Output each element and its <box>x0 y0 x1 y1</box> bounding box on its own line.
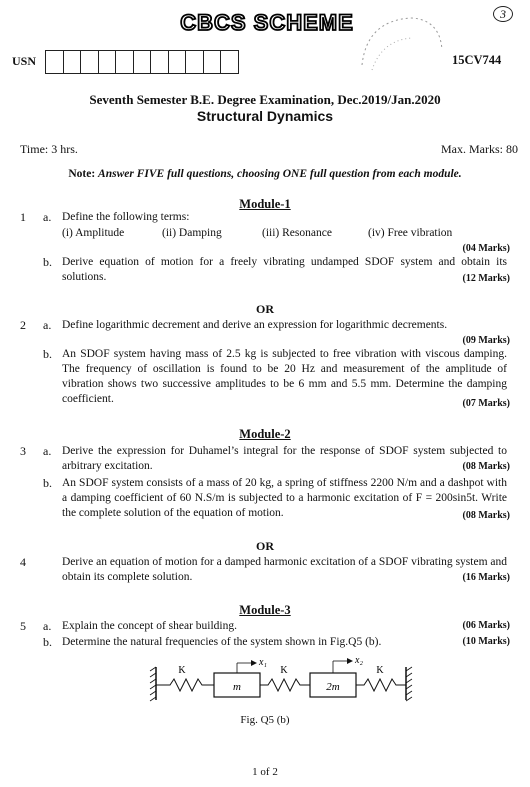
figure-caption: Fig. Q5 (b) <box>240 714 290 726</box>
instruction-note: Note: Answer FIVE full questions, choosing ONE full question from each module. <box>68 168 462 180</box>
spring-3-label: K <box>376 665 384 676</box>
page-mark: 3 <box>493 2 513 23</box>
spring-2 <box>260 679 310 691</box>
svg-text:CBCS SCHEME: CBCS SCHEME <box>180 10 354 35</box>
q1b-marks: (12 Marks) <box>462 273 510 284</box>
q1a-term-3: (iii) Resonance <box>262 227 332 239</box>
q3a-marks: (08 Marks) <box>462 461 510 472</box>
q5a-label: a. <box>43 619 52 633</box>
module-2-title: Module-2 <box>239 427 291 441</box>
q3a-text: Derive the expression for Duhamel’s integral for the response of SDOF system subjected to arbitrary excitation. <box>62 445 507 472</box>
q2-number: 2 <box>20 318 26 332</box>
q1a-text: Define the following terms: <box>62 211 190 223</box>
q1a-term-2: (ii) Damping <box>162 227 222 239</box>
q2a-marks: (09 Marks) <box>462 335 510 346</box>
q1b-text: Derive equation of motion for a freely vibrating undamped SDOF system and obtain its solutions. <box>62 256 507 283</box>
max-marks: Max. Marks: 80 <box>441 142 518 156</box>
q3b-label: b. <box>43 476 52 490</box>
usn-boxes[interactable] <box>45 50 238 74</box>
time-allowed: Time: 3 hrs. <box>20 142 78 156</box>
mass-2-label: 2m <box>326 681 340 693</box>
spring-3 <box>356 679 406 691</box>
q1b-label: b. <box>43 255 52 269</box>
stamp-watermark <box>352 10 447 90</box>
q3b-marks: (08 Marks) <box>462 510 510 521</box>
module-3-title: Module-3 <box>239 603 291 617</box>
q2a-text: Define logarithmic decrement and derive an expression for logarithmic decrements. <box>62 319 448 331</box>
or-divider-2: OR <box>256 539 274 553</box>
q3b-text: An SDOF system consists of a mass of 20 kg, a spring of stiffness 2200 N/m and a dashpot with a damping coefficient of 60 N.S/m is subjected to a harmonic excitation of F = 200sin5t. Write the complete solution of the equation of motion. <box>62 477 507 519</box>
q5b-marks: (10 Marks) <box>462 636 510 647</box>
q4-number: 4 <box>20 555 26 569</box>
q1a-label: a. <box>43 210 52 224</box>
mass-1-label: m <box>233 681 241 693</box>
q5b-text: Determine the natural frequencies of the system shown in Fig.Q5 (b). <box>62 636 382 648</box>
q1a-term-1: (i) Amplitude <box>62 227 125 239</box>
paper-code: 15CV744 <box>452 53 502 67</box>
q4-text: Derive an equation of motion for a damped harmonic excitation of a SDOF vibrating system and obtain its complete solution. <box>62 556 507 583</box>
subject-title: Structural Dynamics <box>196 108 334 124</box>
x2-label: x₂ <box>355 655 363 666</box>
q5a-text: Explain the concept of shear building. <box>62 620 238 632</box>
q4-marks: (16 Marks) <box>462 572 510 583</box>
q3a-label: a. <box>43 444 52 458</box>
module-1-title: Module-1 <box>239 197 291 211</box>
spring-mass-figure <box>148 655 418 707</box>
q1a-term-4: (iv) Free vibration <box>368 227 453 239</box>
usn-label: USN <box>12 54 37 68</box>
spring-1-label: K <box>178 665 186 676</box>
cbcs-scheme-logo <box>180 9 354 36</box>
q5-number: 5 <box>20 619 26 633</box>
q1-number: 1 <box>20 210 26 224</box>
q5b-label: b. <box>43 635 52 649</box>
page-number: 1 of 2 <box>252 766 278 778</box>
q2b-label: b. <box>43 347 52 361</box>
q1a-marks: (04 Marks) <box>462 243 510 254</box>
x1-label: x₁ <box>259 657 267 668</box>
or-divider-1: OR <box>256 302 274 316</box>
q3-number: 3 <box>20 444 26 458</box>
q2b-text: An SDOF system having mass of 2.5 kg is subjected to free vibration with viscous damping. The frequency of oscillation is found to be 20 Hz and measurement of the amplitude of vibration shows two successive amplitudes to be 6 mm and 5.5 mm. Determine the damping coefficient. <box>62 348 507 405</box>
spring-1 <box>156 679 214 691</box>
q2a-label: a. <box>43 318 52 332</box>
q5a-marks: (06 Marks) <box>462 620 510 631</box>
spring-2-label: K <box>280 665 288 676</box>
exam-title: Seventh Semester B.E. Degree Examination, Dec.2019/Jan.2020 <box>89 92 441 107</box>
q2b-marks: (07 Marks) <box>462 398 510 409</box>
